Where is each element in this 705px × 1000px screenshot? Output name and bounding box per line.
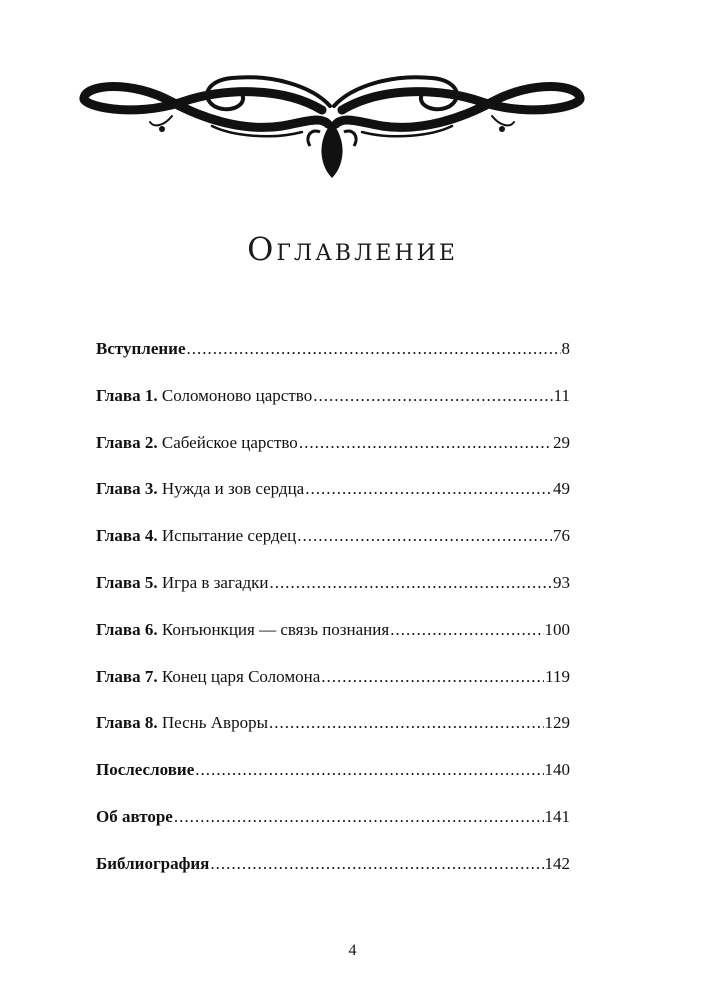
toc-entry-page: 141: [544, 806, 570, 826]
toc-entry-page: 129: [544, 713, 570, 733]
toc-entry[interactable]: [96, 654, 570, 701]
toc-entry-page: 49: [553, 479, 570, 499]
toc-entry-prefix: Глава 2.: [96, 432, 158, 452]
toc-entry-prefix: Об авторе: [96, 806, 173, 826]
toc-entry[interactable]: [96, 326, 570, 373]
toc-entry-prefix: Библиография: [96, 853, 210, 873]
toc-entry-page: 29: [553, 432, 570, 452]
toc-entry-title: Конъюнкция — связь познания: [161, 619, 390, 639]
toc-entry-page: 100: [544, 619, 570, 639]
toc-entry-page: 76: [553, 526, 570, 546]
toc-entry-page: 119: [545, 666, 570, 686]
toc-entry-label: [96, 420, 298, 467]
toc-entry-label: [96, 794, 173, 841]
toc-dot-leader: [174, 794, 544, 841]
toc-entry[interactable]: [96, 607, 570, 654]
table-of-contents: [96, 326, 570, 888]
toc-entry-label: [96, 607, 389, 654]
page-title: Оглавление: [247, 230, 458, 268]
toc-entry[interactable]: [96, 420, 570, 467]
toc-entry[interactable]: [96, 373, 570, 420]
toc-entry-label: [96, 654, 320, 701]
toc-dot-leader: [321, 654, 544, 701]
toc-entry[interactable]: [96, 841, 570, 888]
toc-entry-prefix: Вступление: [96, 339, 186, 358]
toc-entry-label: [96, 700, 268, 747]
toc-dot-leader: [305, 466, 552, 513]
toc-dot-leader: [210, 841, 543, 888]
toc-entry[interactable]: [96, 560, 570, 607]
toc-entry-page: 93: [553, 572, 570, 592]
toc-entry-prefix: Глава 5.: [96, 572, 158, 592]
toc-entry-prefix: Глава 3.: [96, 479, 158, 499]
toc-entry-prefix: Глава 8.: [96, 713, 158, 733]
toc-entry-label: [96, 373, 312, 420]
flourish-ornament-icon: [72, 66, 592, 188]
toc-entry-title: Нужда и зов сердца: [161, 479, 305, 499]
toc-entry-label: [96, 326, 186, 373]
toc-entry-label: [96, 513, 296, 560]
toc-entry-label: [96, 747, 194, 794]
page-number: 4: [348, 942, 357, 959]
toc-entry-label: [96, 560, 268, 607]
toc-entry-page: 11: [553, 385, 570, 405]
toc-entry-label: [96, 841, 209, 888]
toc-entry[interactable]: [96, 794, 570, 841]
toc-entry-title: Песнь Авроры: [161, 713, 268, 733]
toc-entry-title: Соломоново царство: [161, 385, 313, 405]
toc-entry-prefix: Послесловие: [96, 760, 195, 780]
toc-entry-title: Испытание сердец: [161, 526, 297, 546]
toc-dot-leader: [195, 747, 543, 794]
toc-entry-prefix: Глава 7.: [96, 666, 158, 686]
toc-entry-prefix: Глава 4.: [96, 526, 158, 546]
toc-entry-page: 142: [544, 853, 570, 873]
toc-dot-leader: [187, 326, 561, 373]
toc-entry-title: Игра в загадки: [161, 572, 269, 592]
toc-entry[interactable]: [96, 747, 570, 794]
toc-dot-leader: [299, 420, 552, 467]
toc-entry-prefix: Глава 6.: [96, 619, 158, 639]
toc-entry[interactable]: [96, 466, 570, 513]
toc-entry-title: Сабейское царство: [161, 432, 298, 452]
toc-entry-label: [96, 466, 304, 513]
toc-entry-prefix: Глава 1.: [96, 385, 158, 405]
toc-entry[interactable]: [96, 700, 570, 747]
toc-dot-leader: [269, 560, 552, 607]
toc-dot-leader: [269, 700, 544, 747]
toc-entry[interactable]: [96, 513, 570, 560]
toc-dot-leader: [313, 373, 552, 420]
toc-entry-page: 140: [544, 760, 570, 780]
toc-dot-leader: [390, 607, 543, 654]
toc-entry-page: 8: [561, 339, 570, 358]
toc-entry-title: Конец царя Соломона: [161, 666, 321, 686]
toc-dot-leader: [297, 513, 552, 560]
